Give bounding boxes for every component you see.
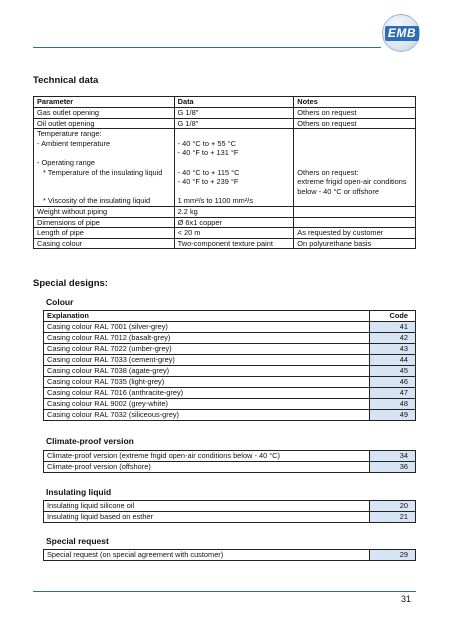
emb-logo [382,14,420,52]
climate-proof-table [43,450,416,473]
code-cell: 43 [370,343,416,354]
table-row [44,501,416,512]
data-cell: Two-component texture paint [174,238,294,249]
data-cell: 2.2 kg [174,206,294,217]
explanation-cell: Casing colour RAL 9002 (grey-white) [44,398,370,409]
table-row [44,332,416,343]
notes-cell: As requested by customer [294,228,416,239]
header-parameter: Parameter [34,97,175,108]
table-row [34,217,416,228]
line: - 40 °C to + 115 °C [177,167,240,177]
header-data: Data [174,97,294,108]
notes-cell: Others on request [294,108,416,119]
line: - 40 °C to + 55 °C [177,138,236,148]
technical-data-heading: Technical data [33,75,99,86]
table-row [34,108,416,119]
code-cell: 49 [370,409,416,420]
code-cell: 34 [370,451,416,462]
explanation-cell: Casing colour RAL 7001 (silver-grey) [44,321,370,332]
temperature-param-cell [34,129,175,207]
code-cell: 42 [370,332,416,343]
explanation-cell: Casing colour RAL 7035 (light-grey) [44,376,370,387]
table-row [44,321,416,332]
explanation-cell: Casing colour RAL 7016 (anthracite-grey) [44,387,370,398]
line [297,148,412,158]
param-cell: Length of pipe [34,228,175,239]
special-designs-heading: Special designs: [33,278,108,289]
line [37,187,171,197]
page-number: 31 [401,594,412,604]
table-header-row [44,311,416,322]
line [37,148,171,158]
line: * Temperature of the insulating liquid [43,167,163,177]
line [297,196,412,206]
param-cell: Oil outlet opening [34,118,175,129]
line: 1 mm²/s to 1100 mm²/s [177,196,254,206]
param-cell: Weight without piping [34,206,175,217]
code-cell: 44 [370,354,416,365]
code-cell: 47 [370,387,416,398]
line: - Operating range [37,157,95,167]
line: * Viscosity of the insulating liquid [43,196,151,206]
line [178,129,291,139]
notes-cell: Others on request [294,118,416,129]
line: extreme frigid open-air conditions [297,177,407,187]
header-code: Code [370,311,416,322]
table-row [44,343,416,354]
line [37,177,171,187]
code-cell: 29 [370,550,416,561]
table-row [34,228,416,239]
colour-table [43,310,416,421]
explanation-cell: Casing colour RAL 7012 (basalt-grey) [44,332,370,343]
notes-cell [294,217,416,228]
explanation-cell: Insulating liquid silicone oil [44,501,370,512]
table-row [34,118,416,129]
header-rule [33,47,381,48]
table-row [44,354,416,365]
notes-cell [294,206,416,217]
technical-data-table [33,96,416,249]
line: Temperature range: [37,129,102,139]
line [297,129,412,139]
data-cell: G 1/8" [174,118,294,129]
logo-text: EMB [385,26,419,41]
code-cell: 21 [370,512,416,523]
code-cell: 20 [370,501,416,512]
table-row [44,387,416,398]
param-cell: Dimensions of pipe [34,217,175,228]
table-row [44,365,416,376]
table-row [44,376,416,387]
footer-rule [33,591,416,592]
temperature-notes-cell [294,129,416,207]
table-row [34,238,416,249]
line: below - 40 °C or offshore [297,186,379,196]
data-cell: Ø 6x1 copper [174,217,294,228]
table-row [44,512,416,523]
explanation-cell: Insulating liquid based on esther [44,512,370,523]
explanation-cell: Special request (on special agreement with customer) [44,550,370,561]
explanation-cell: Casing colour RAL 7033 (cement-grey) [44,354,370,365]
line: - Ambient temperature [37,138,111,148]
line: Others on request: [297,167,359,177]
line [178,158,291,168]
code-cell: 41 [370,321,416,332]
data-cell: < 20 m [174,228,294,239]
explanation-cell: Climate-proof version (offshore) [44,462,370,473]
line: - 40 °F to + 131 °F [177,148,239,158]
special-request-heading: Special request [46,536,109,546]
table-row [44,462,416,473]
table-row [34,206,416,217]
explanation-cell: Casing colour RAL 7038 (agate-grey) [44,365,370,376]
table-header-row [34,97,416,108]
line [178,187,291,197]
header-notes: Notes [294,97,416,108]
explanation-cell: Climate-proof version (extreme frigid open-air conditions below - 40 °C) [44,451,370,462]
line [297,158,412,168]
line [297,139,412,149]
data-cell: G 1/8" [174,108,294,119]
insulating-liquid-table [43,500,416,523]
climate-proof-heading: Climate-proof version [46,436,134,446]
code-cell: 48 [370,398,416,409]
temperature-row [34,129,416,207]
header-explanation: Explanation [44,311,370,322]
explanation-cell: Casing colour RAL 7022 (umber-grey) [44,343,370,354]
code-cell: 36 [370,462,416,473]
special-request-table [43,549,416,561]
table-row [44,451,416,462]
table-row [44,550,416,561]
table-row [44,409,416,420]
code-cell: 46 [370,376,416,387]
table-row [44,398,416,409]
explanation-cell: Casing colour RAL 7032 (siliceous-grey) [44,409,370,420]
param-cell: Casing colour [34,238,175,249]
notes-cell: On polyurethane basis [294,238,416,249]
insulating-liquid-heading: Insulating liquid [46,487,112,497]
param-cell: Gas outlet opening [34,108,175,119]
colour-heading: Colour [46,297,74,307]
line: - 40 °F to + 239 °F [177,177,239,187]
code-cell: 45 [370,365,416,376]
temperature-data-cell [174,129,294,207]
